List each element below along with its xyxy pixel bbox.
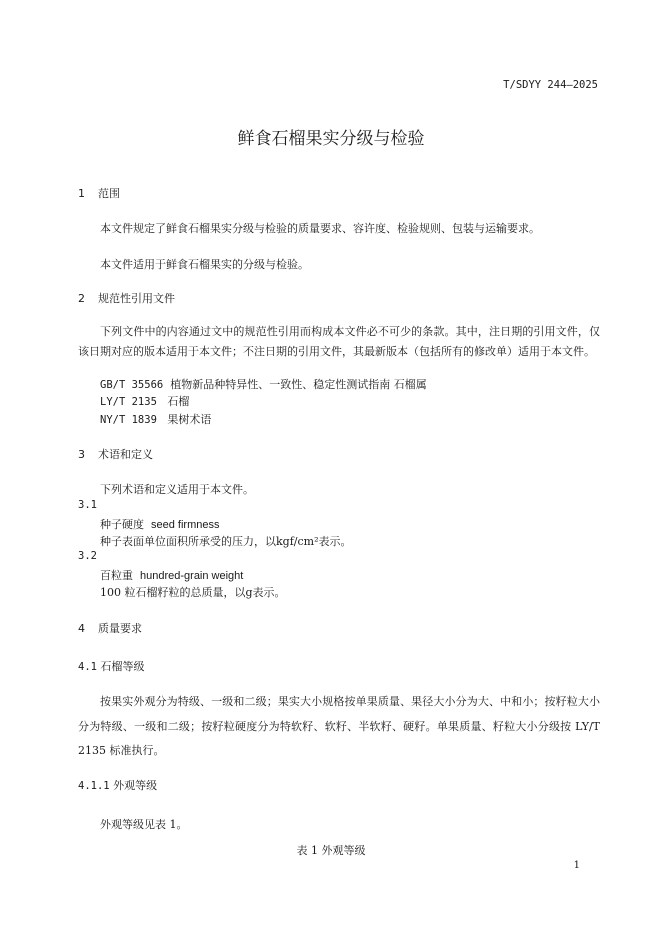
- reference-title: 果树术语: [167, 413, 212, 426]
- section-2-heading: [78, 290, 175, 306]
- term-heading: [100, 567, 243, 583]
- term-definition: 种子表面单位面积所承受的压力，以kgf/cm²表示。: [100, 535, 352, 548]
- section-4-heading: [78, 620, 142, 636]
- reference-code: NY/T 1839: [100, 414, 157, 426]
- section-number: 2: [78, 292, 85, 305]
- document-code: T/SDYY 244—2025: [503, 79, 598, 91]
- term-zh: 种子硬度: [100, 518, 144, 531]
- reference-code: GB/T 35566: [100, 379, 164, 391]
- section-title: 石榴等级: [100, 660, 145, 673]
- term-definition: 100 粒石榴籽粒的总质量，以g表示。: [100, 586, 286, 599]
- section-title: 质量要求: [98, 622, 142, 635]
- section-4-1-1-heading: [78, 777, 157, 793]
- term-number: 3.2: [78, 550, 97, 562]
- term-zh: 百粒重: [100, 569, 133, 582]
- section-number: 3: [78, 448, 85, 461]
- section-title: 范围: [98, 187, 120, 200]
- section-title: 术语和定义: [98, 448, 153, 461]
- section-1-heading: [78, 185, 120, 201]
- section-number: 4.1.1: [78, 780, 110, 792]
- reference-title: 植物新品种特异性、一致性、稳定性测试指南 石榴属: [170, 378, 427, 391]
- page-number: 1: [573, 860, 580, 871]
- term-en: hundred-grain weight: [140, 570, 244, 582]
- section-3-heading: [78, 446, 153, 462]
- section-1-paragraph-2: 本文件适用于鲜食石榴果实的分级与检验。: [100, 258, 309, 271]
- section-1-paragraph-1: 本文件规定了鲜食石榴果实分级与检验的质量要求、容许度、检验规则、包装与运输要求。: [100, 222, 540, 235]
- term-heading: [100, 516, 219, 532]
- reference-item: [100, 376, 427, 392]
- section-number: 4.1: [78, 661, 97, 673]
- section-number: 1: [78, 187, 85, 200]
- term-number: 3.1: [78, 499, 97, 511]
- section-4-1-heading: [78, 658, 144, 674]
- section-4-1-1-paragraph: 外观等级见表 1。: [100, 818, 188, 831]
- section-3-intro: 下列术语和定义适用于本文件。: [100, 483, 254, 496]
- section-4-1-paragraph: 按果实外观分为特级、一级和二级；果实大小规格按单果质量、果径大小分为大、中和小；按籽粒大小分为特级、一级和二级；按籽粒硬度分为特软籽、软籽、半软籽、硬籽。单果质量、籽粒大小分级按 LY/T 2135 标准执行。: [78, 695, 600, 757]
- term-en: seed firmness: [151, 519, 220, 531]
- reference-code: LY/T 2135: [100, 396, 157, 408]
- document-title: 鲜食石榴果实分级与检验: [237, 129, 425, 149]
- section-title: 规范性引用文件: [98, 292, 175, 305]
- reference-item: [100, 393, 189, 409]
- reference-title: 石榴: [167, 395, 190, 408]
- table-caption: 表 1 外观等级: [296, 844, 366, 857]
- section-number: 4: [78, 622, 85, 635]
- reference-item: [100, 411, 211, 427]
- section-title: 外观等级: [113, 779, 158, 792]
- section-2-paragraph: 下列文件中的内容通过文中的规范性引用而构成本文件必不可少的条款。其中，注日期的引用文件，仅该日期对应的版本适用于本文件；不注日期的引用文件，其最新版本（包括所有的修改单）适用于本文件。: [78, 325, 600, 358]
